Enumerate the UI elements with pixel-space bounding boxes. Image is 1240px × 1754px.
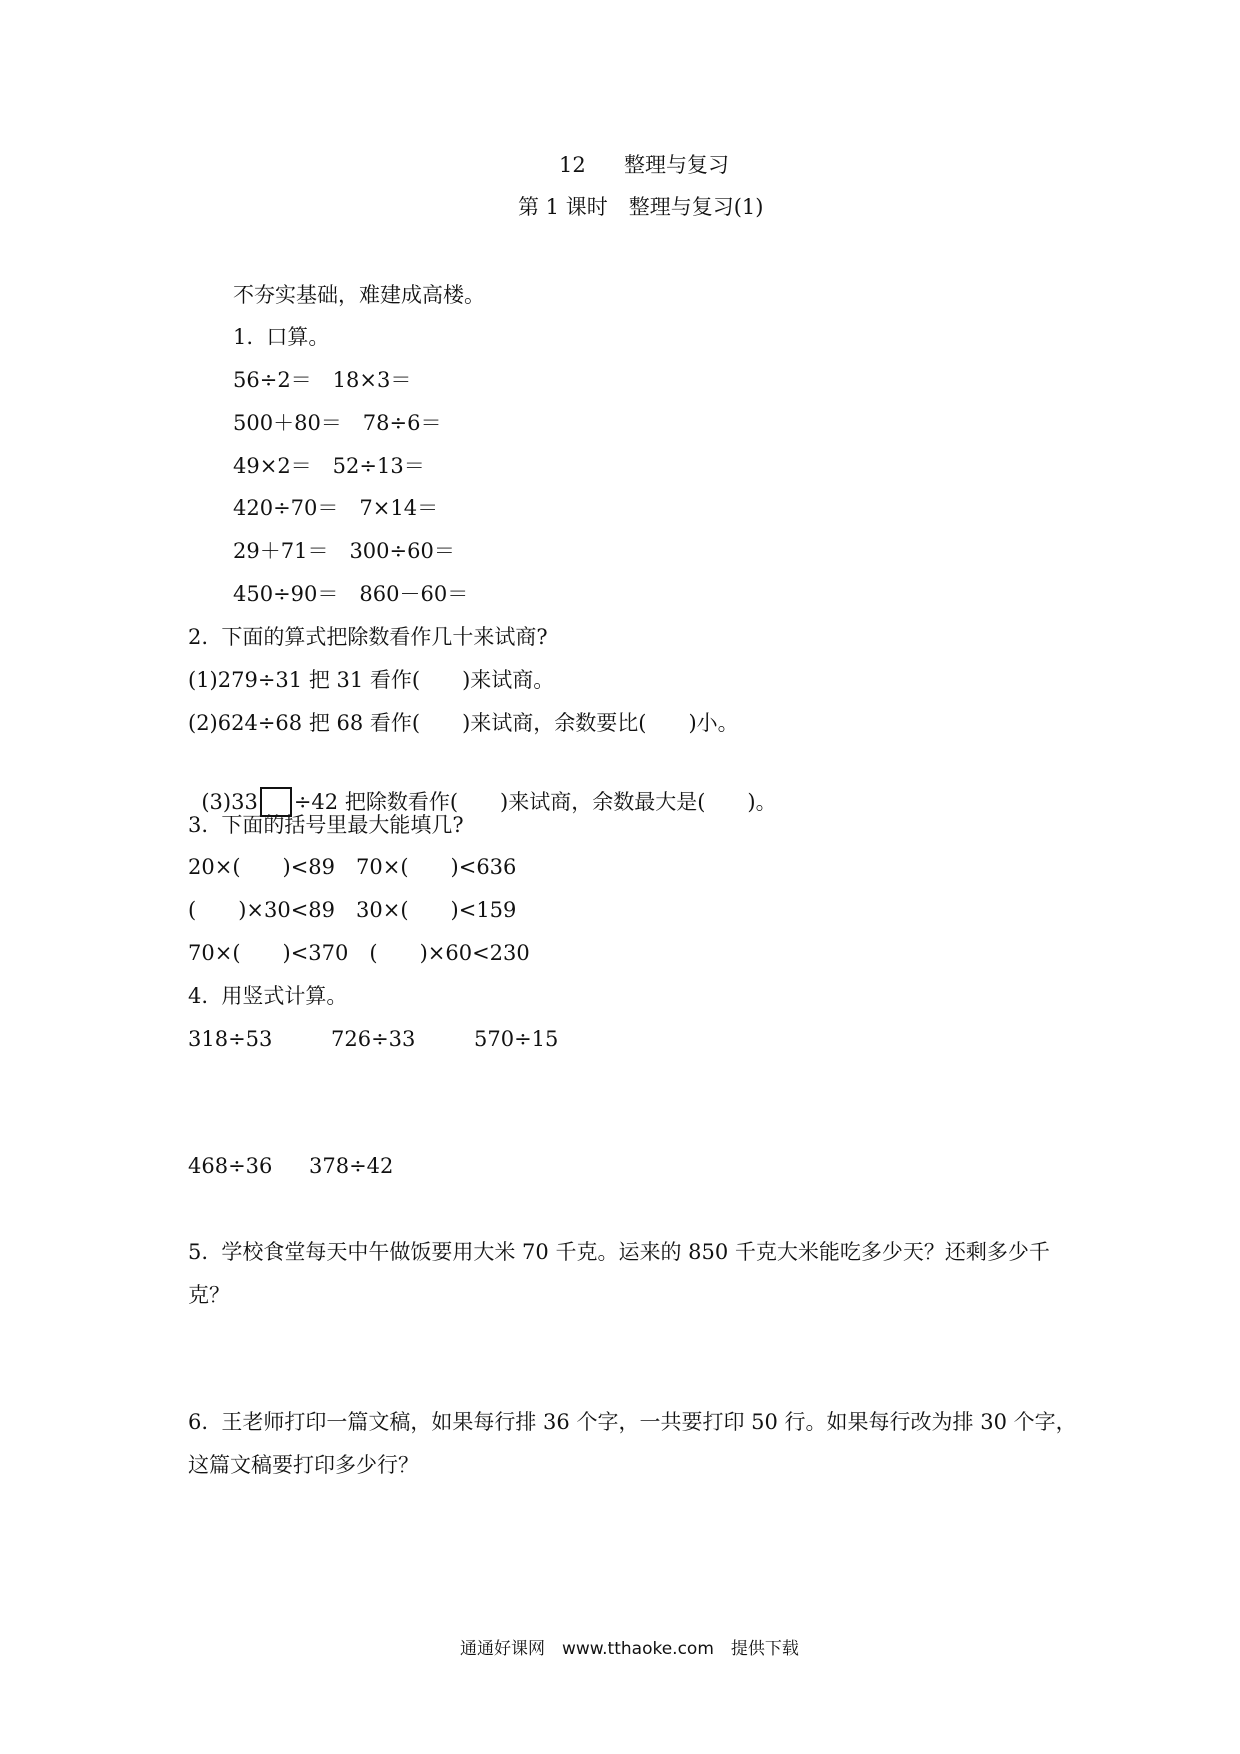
q5-text-line-1: 5. 学校食堂每天中午做饭要用大米 70 千克。运来的 850 千克大米能吃多少天？还剩多少千 [188,1240,1050,1264]
q1-row: 56÷2＝ 18×3＝ [233,368,412,392]
q5-text-line-2: 克？ [188,1283,230,1307]
q2-item-2: (2)624÷68 把 68 看作( )来试商，余数要比( )小。 [188,711,739,735]
q2-item-3-prefix: (3)33 [201,790,258,814]
q6-text-line-2: 这篇文稿要打印多少行？ [188,1453,419,1477]
q4-title: 4. 用竖式计算。 [188,984,348,1008]
q3-row: ( )×30<89 30×( )<159 [188,898,517,922]
q1-title: 1. 口算。 [233,325,330,349]
q3-title: 3. 下面的括号里最大能填几? [188,813,464,837]
q2-item-1: (1)279÷31 把 31 看作( )来试商。 [188,668,555,692]
motto: 不夯实基础，难建成高楼。 [233,283,485,307]
q4-expression: 726÷33 [331,1027,416,1051]
q3-row: 20×( )<89 70×( )<636 [188,855,517,879]
q4-expression: 318÷53 [188,1027,273,1051]
q1-row: 29＋71＝ 300÷60＝ [233,539,455,563]
chapter-number: 12 [559,153,586,177]
q1-row: 500＋80＝ 78÷6＝ [233,411,442,435]
lesson-title: 第 1 课时 整理与复习(1) [518,195,764,219]
q2-item-3-suffix: ÷42 把除数看作( )来试商，余数最大是( )。 [293,790,777,814]
q1-row: 450÷90＝ 860－60＝ [233,582,469,606]
q2-item-3 [188,760,777,817]
footer-source: 通通好课网 www.tthaoke.com 提供下载 [460,1639,799,1659]
q1-row: 420÷70＝ 7×14＝ [233,496,439,520]
q4-expression: 468÷36 [188,1154,273,1178]
q4-expression: 570÷15 [474,1027,559,1051]
q1-row: 49×2＝ 52÷13＝ [233,454,425,478]
chapter-title: 整理与复习 [624,153,729,177]
q4-expression: 378÷42 [309,1154,394,1178]
q6-text-line-1: 6. 王老师打印一篇文稿，如果每行排 36 个字，一共要打印 50 行。如果每行改为排 30 个字， [188,1410,1077,1434]
q3-row: 70×( )<370 ( )×60<230 [188,941,530,965]
q2-title: 2. 下面的算式把除数看作几十来试商? [188,625,548,649]
